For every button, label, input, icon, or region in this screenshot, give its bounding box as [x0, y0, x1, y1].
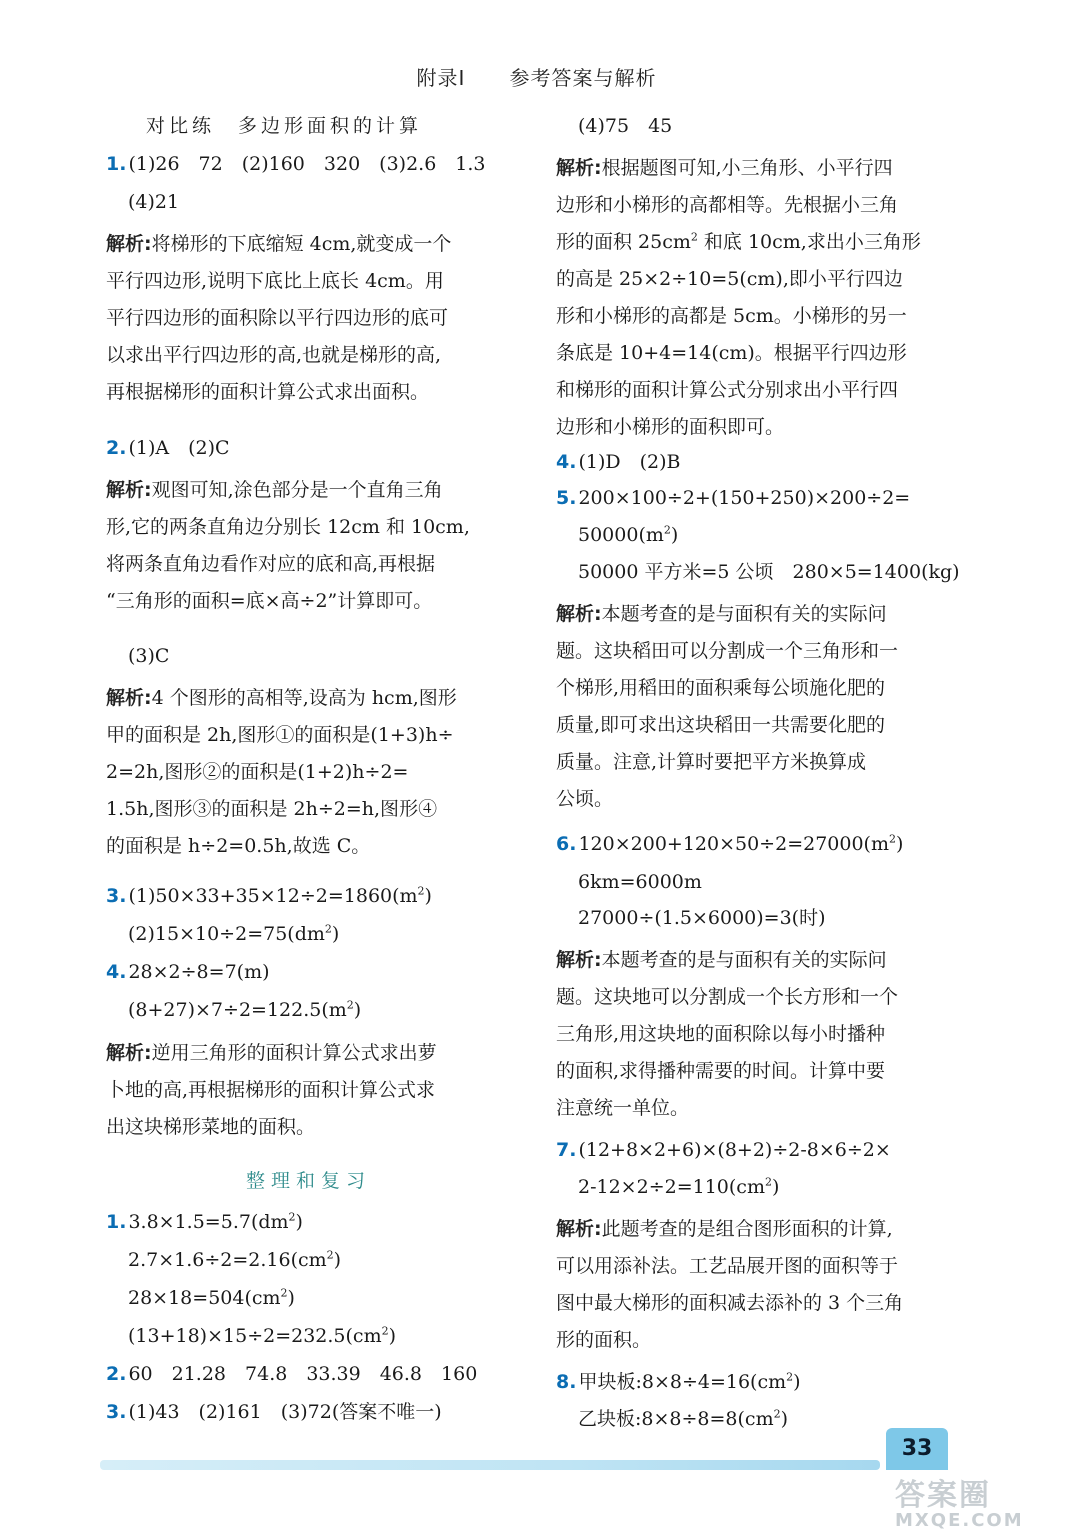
- line-text: 对比练 多边形面积的计算: [146, 115, 423, 137]
- line-text: 可以用添补法。工艺品展开图的面积等于: [556, 1255, 899, 1277]
- right-line: [556, 1405, 788, 1433]
- watermark-text: 答案圈: [895, 1478, 991, 1513]
- footer-bar: [100, 1460, 880, 1470]
- left-line: [106, 642, 169, 670]
- line-text: (1)A (2)C: [128, 437, 230, 459]
- right-line: [556, 1094, 689, 1122]
- line-text: $3.8\times 1.5=5.7(dm^2)$: [128, 1210, 303, 1233]
- header-appendix: 附录Ⅰ: [416, 66, 466, 90]
- right-line: [556, 154, 893, 182]
- line-text: 50000 平方米=5 公顷 280×5=1400(kg): [578, 561, 960, 583]
- line-text: 200×100÷2+(150+250)×200÷2=: [578, 487, 911, 509]
- left-line: [106, 587, 432, 615]
- question-number: 6.: [556, 833, 577, 855]
- right-line: [556, 983, 898, 1011]
- line-text: 的面积是 h÷2=0.5h,故选 C。: [106, 835, 371, 857]
- question-number: 1.: [106, 153, 127, 175]
- question-number: 5.: [556, 487, 577, 509]
- line-text: 1.5h,图形③的面积是 2h÷2=h,图形④: [106, 798, 438, 820]
- left-line: [106, 513, 470, 541]
- question-number: 2.: [106, 437, 127, 459]
- line-text: $120\times 200+120\times 50\div 2=27000(m^2)$: [578, 832, 904, 855]
- line-text: 甲块板$:8\times 8\div 4=16(cm^2)$: [578, 1370, 801, 1393]
- right-line: [556, 637, 898, 665]
- right-line: [556, 830, 903, 858]
- right-line: [556, 1173, 779, 1201]
- left-line: [106, 1322, 396, 1350]
- right-line: [556, 748, 866, 776]
- right-line: [556, 339, 907, 367]
- left-line: [106, 1398, 442, 1426]
- line-text: $2.7\times 1.6\div 2=2.16(cm^2)$: [128, 1248, 342, 1271]
- line-text: 题。这块地可以分割成一个长方形和一个: [556, 986, 899, 1008]
- analysis-label: 解析:: [556, 157, 602, 179]
- left-line: [106, 795, 437, 823]
- question-number: 2.: [106, 1363, 127, 1385]
- page-number: 33: [886, 1428, 948, 1470]
- line-text: (1)26 72 (2)160 320 (3)2.6 1.3: [128, 153, 486, 175]
- left-line: [106, 832, 370, 860]
- left-line: [106, 150, 486, 178]
- right-line: [556, 413, 784, 441]
- line-text: 乙块板$:8\times 8\div 8=8(cm^2)$: [578, 1407, 789, 1430]
- analysis-label: 解析:: [556, 1218, 602, 1240]
- line-text: 质量。注意,计算时要把平方米换算成: [556, 751, 867, 773]
- line-text: 注意统一单位。: [556, 1097, 690, 1119]
- question-number: 8.: [556, 1371, 577, 1393]
- left-line: [106, 1284, 295, 1312]
- left-line: [106, 721, 453, 749]
- left-line: [106, 684, 457, 712]
- right-line: [556, 1020, 885, 1048]
- line-text: 将梯形的下底缩短 4cm,就变成一个: [151, 233, 452, 255]
- line-text: 6km=6000m: [578, 871, 702, 893]
- line-text: 60 21.28 74.8 33.39 46.8 160: [128, 1363, 478, 1385]
- line-text: 平行四边形的面积除以平行四边形的底可: [106, 307, 449, 329]
- analysis-label: 解析:: [106, 1042, 152, 1064]
- line-text: (1)43 (2)161 (3)72(答案不唯一): [128, 1401, 442, 1423]
- line-text: 甲的面积是 2h,图形①的面积是(1+3)h÷: [106, 724, 454, 746]
- line-text: 平行四边形,说明下底比上底长 4cm。用: [106, 270, 444, 292]
- analysis-label: 解析:: [556, 949, 602, 971]
- question-number: 1.: [106, 1211, 127, 1233]
- right-line: [556, 785, 613, 813]
- right-line: [556, 265, 903, 293]
- left-line: [106, 758, 408, 786]
- right-line: [556, 1368, 801, 1396]
- right-line: [556, 558, 960, 586]
- left-line: [106, 958, 270, 986]
- line-text: 28×2÷8=7(m): [128, 961, 270, 983]
- line-text: $(2)15\times 10\div 2=75(dm^2)$: [128, 922, 340, 945]
- left-line: [106, 188, 179, 216]
- line-text: 形的面积 $25cm^2$ 和底 10cm,求出小三角形: [556, 230, 921, 253]
- line-text: 条底是 10+4=14(cm)。根据平行四边形: [556, 342, 907, 364]
- right-line: [556, 904, 826, 932]
- left-line: [106, 1208, 303, 1236]
- line-text: 三角形,用这块地的面积除以每小时播种: [556, 1023, 886, 1045]
- line-text: (12+8×2+6)×(8+2)÷2-8×6÷2×: [578, 1139, 891, 1161]
- right-line: [556, 674, 885, 702]
- line-text: 根据题图可知,小三角形、小平行四: [601, 157, 893, 179]
- right-line: [556, 1289, 903, 1317]
- line-text: $28\times 18=504(cm^2)$: [128, 1286, 295, 1309]
- line-text: 将两条直角边看作对应的底和高,再根据: [106, 553, 436, 575]
- right-line: [556, 1326, 651, 1354]
- watermark-logo: [895, 1480, 1065, 1530]
- right-line: [556, 448, 680, 476]
- right-line: [556, 521, 678, 549]
- right-line: [556, 1215, 893, 1243]
- right-line: [556, 868, 702, 896]
- right-line: [556, 376, 898, 404]
- line-text: 形,它的两条直角边分别长 12cm 和 10cm,: [106, 516, 470, 538]
- line-text: 公顷。: [556, 788, 614, 810]
- right-line: [556, 600, 887, 628]
- left-line: [106, 920, 339, 948]
- line-text: 2=2h,图形②的面积是(1+2)h÷2=: [106, 761, 409, 783]
- right-line: [556, 112, 672, 140]
- line-text: 再根据梯形的面积计算公式求出面积。: [106, 381, 430, 403]
- left-line: [106, 1113, 315, 1141]
- left-line: [106, 1076, 435, 1104]
- line-text: 本题考查的是与面积有关的实际问: [601, 949, 887, 971]
- line-text: 整理和复习: [246, 1170, 372, 1192]
- line-text: $(13+18)\times 15\div 2=232.5(cm^2)$: [128, 1324, 397, 1347]
- left-line: [106, 341, 441, 369]
- line-text: 题。这块稻田可以分割成一个三角形和一: [556, 640, 899, 662]
- left-line: [106, 230, 451, 258]
- line-text: 形的面积。: [556, 1329, 652, 1351]
- right-line: [556, 302, 907, 330]
- line-text: 出这块梯形菜地的面积。: [106, 1116, 316, 1138]
- right-line: [556, 946, 887, 974]
- line-text: (3)C: [128, 645, 170, 667]
- line-text: (4)75 45: [578, 115, 673, 137]
- right-line: [556, 228, 921, 256]
- analysis-label: 解析:: [106, 479, 152, 501]
- line-text: 本题考查的是与面积有关的实际问: [601, 603, 887, 625]
- left-line: [106, 1246, 341, 1274]
- line-text: 和梯形的面积计算公式分别求出小平行四: [556, 379, 899, 401]
- line-text: $(8+27)\times 7\div 2=122.5(m^2)$: [128, 998, 362, 1021]
- question-number: 7.: [556, 1139, 577, 1161]
- left-line: [106, 267, 444, 295]
- line-text: “三角形的面积=底×高÷2”计算即可。: [106, 590, 433, 612]
- analysis-label: 解析:: [556, 603, 602, 625]
- left-line: [106, 1039, 437, 1067]
- watermark-url: MXQE.COM: [895, 1510, 1024, 1531]
- line-text: 4 个图形的高相等,设高为 hcm,图形: [151, 687, 457, 709]
- left-line: [106, 996, 361, 1024]
- line-text: 图中最大梯形的面积减去添补的 3 个三角: [556, 1292, 904, 1314]
- right-line: [556, 1252, 898, 1280]
- right-line: [556, 191, 898, 219]
- line-text: 个梯形,用稻田的面积乘每公顷施化肥的: [556, 677, 886, 699]
- line-text: 的面积,求得播种需要的时间。计算中要: [556, 1060, 886, 1082]
- line-text: 以求出平行四边形的高,也就是梯形的高,: [106, 344, 442, 366]
- analysis-label: 解析:: [106, 233, 152, 255]
- left-line: [106, 434, 230, 462]
- section-title: [246, 1167, 371, 1195]
- line-text: 逆用三角形的面积计算公式求出萝: [151, 1042, 437, 1064]
- line-text: 的高是 25×2÷10=5(cm),即小平行四边: [556, 268, 903, 290]
- left-line: [106, 550, 435, 578]
- question-number: 3.: [106, 885, 127, 907]
- right-line: [556, 484, 910, 512]
- line-text: 边形和小梯形的面积即可。: [556, 416, 785, 438]
- line-text: $2-12\times 2\div 2=110(cm^2)$: [578, 1175, 780, 1198]
- line-text: $50000(m^2)$: [578, 523, 679, 546]
- left-line: [106, 1360, 477, 1388]
- line-text: 卜地的高,再根据梯形的面积计算公式求: [106, 1079, 436, 1101]
- header-title: 参考答案与解析: [509, 66, 657, 90]
- line-text: (1)D (2)B: [578, 451, 681, 473]
- right-line: [556, 1136, 891, 1164]
- line-text: $(1)50\times 33+35\times 12\div 2=1860(m^2)$: [128, 884, 432, 907]
- left-line: [106, 378, 429, 406]
- question-number: 4.: [106, 961, 127, 983]
- left-line: [106, 304, 448, 332]
- page-header: [0, 62, 1073, 91]
- line-text: 此题考查的是组合图形面积的计算,: [601, 1218, 893, 1240]
- question-number: 3.: [106, 1401, 127, 1423]
- right-line: [556, 1057, 885, 1085]
- line-text: 观图可知,涂色部分是一个直角三角: [151, 479, 443, 501]
- line-text: 边形和小梯形的高都相等。先根据小三角: [556, 194, 899, 216]
- question-number: 4.: [556, 451, 577, 473]
- left-line: [106, 882, 432, 910]
- section-title: [146, 112, 422, 140]
- left-line: [106, 476, 443, 504]
- line-text: 质量,即可求出这块稻田一共需要化肥的: [556, 714, 886, 736]
- analysis-label: 解析:: [106, 687, 152, 709]
- line-text: (4)21: [128, 191, 180, 213]
- line-text: 27000÷(1.5×6000)=3(时): [578, 907, 826, 929]
- right-line: [556, 711, 885, 739]
- line-text: 形和小梯形的高都是 5cm。小梯形的另一: [556, 305, 907, 327]
